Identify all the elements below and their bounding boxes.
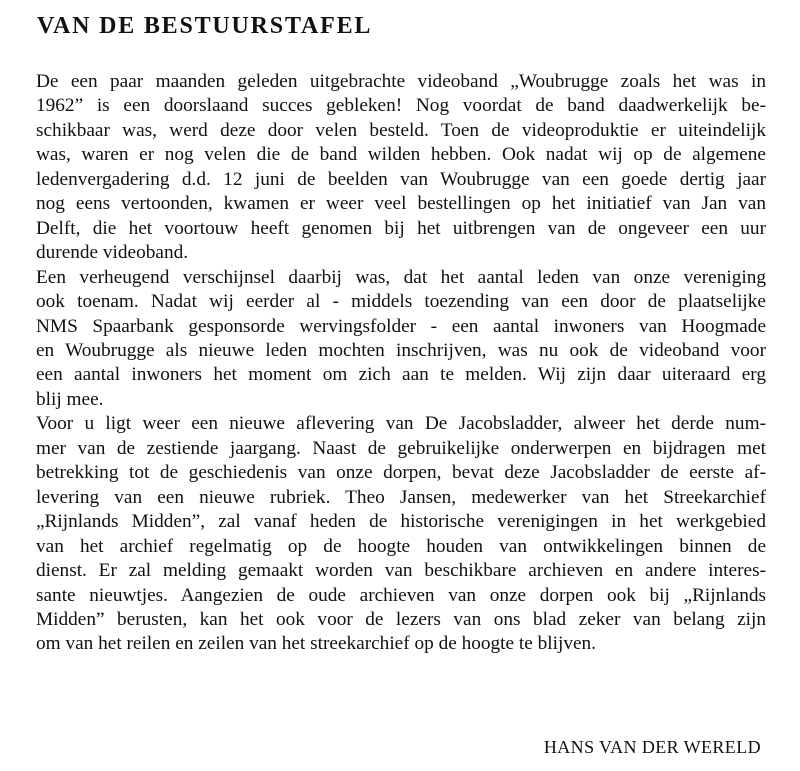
text-line: mer van de zestiende jaargang. Naast de gebruikelijke onderwerpen en bijdragen met bbox=[36, 437, 766, 459]
text-line: was, waren er nog velen die de band wilden hebben. Ook nadat wij op de algemene bbox=[36, 144, 766, 166]
text-line: en Woubrugge als nieuwe leden mochten inschrijven, was nu ook de videoband voor bbox=[36, 339, 766, 361]
text-line: ook toenam. Nadat wij eerder al - middels toezending van een door de plaatselijke bbox=[36, 291, 766, 313]
text-line: Delft, die het voortouw heeft genomen bij het uitbrengen van de ongeveer een uur bbox=[36, 217, 766, 239]
text-line: sante nieuwtjes. Aangezien de oude archieven van onze dorpen ook bij „Rijnlands bbox=[36, 584, 766, 606]
article-body bbox=[36, 70, 766, 657]
text-line: 1962” is een doorslaand succes gebleken! Nog voordat de band daadwerkelijk be- bbox=[36, 95, 766, 117]
text-line: Voor u ligt weer een nieuwe aflevering van De Jacobsladder, alweer het derde num- bbox=[36, 413, 766, 435]
text-line: ledenvergadering d.d. 12 juni de beelden van Woubrugge van een goede dertig jaar bbox=[36, 168, 766, 190]
text-line: schikbaar was, werd deze door velen besteld. Toen de videoproduktie er uiteindelijk bbox=[36, 119, 766, 141]
text-line: NMS Spaarbank gesponsorde wervingsfolder - een aantal inwoners van Hoogmade bbox=[36, 315, 766, 337]
paragraph-2 bbox=[36, 266, 766, 413]
page-title: VAN DE BESTUURSTAFEL bbox=[37, 13, 373, 39]
text-line: dienst. Er zal melding gemaakt worden van beschikbare archieven en andere interes- bbox=[36, 560, 766, 582]
text-line: een aantal inwoners het moment om zich aan te melden. Wij zijn daar uiteraard erg bbox=[36, 364, 766, 386]
text-line: Midden” berusten, kan het ook voor de lezers van ons blad zeker van belang zijn bbox=[36, 608, 766, 630]
text-line: om van het reilen en zeilen van het streekarchief op de hoogte te blijven. bbox=[36, 633, 597, 655]
text-line: De een paar maanden geleden uitgebrachte videoband „Woubrugge zoals het was in bbox=[36, 71, 766, 92]
text-line: van het archief regelmatig op de hoogte houden van ontwikkelingen binnen de bbox=[36, 535, 766, 557]
text-line: Een verheugend verschijnsel daarbij was, dat het aantal leden van onze vereniging bbox=[36, 266, 766, 288]
paragraph-1 bbox=[36, 70, 766, 266]
text-line: betrekking tot de geschiedenis van onze dorpen, bevat deze Jacobsladder de eerste af- bbox=[36, 462, 766, 484]
text-line: durende videoband. bbox=[36, 242, 189, 264]
paragraph-3 bbox=[36, 412, 766, 657]
text-line: nog eens vertoonden, kwamen er weer veel bestellingen op het initiatief van Jan van bbox=[36, 193, 766, 215]
author-signature: HANS VAN DER WERELD bbox=[543, 737, 761, 757]
text-line: „Rijnlands Midden”, zal vanaf heden de historische verenigingen in het werkgebied bbox=[36, 511, 766, 533]
text-line: levering van een nieuwe rubriek. Theo Jansen, medewerker van het Streekarchief bbox=[36, 486, 766, 508]
text-line: blij mee. bbox=[36, 388, 104, 410]
